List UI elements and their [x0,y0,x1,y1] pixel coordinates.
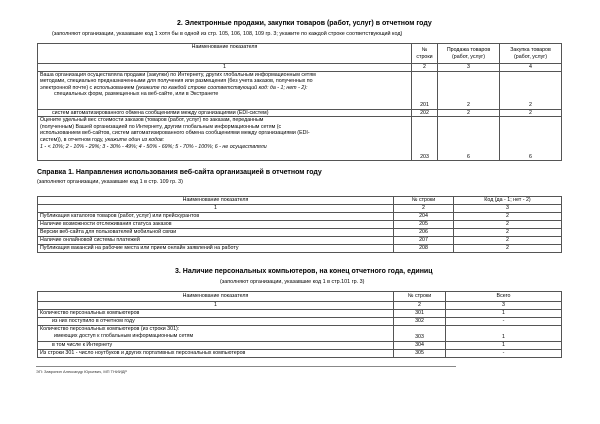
section-2-subtitle: (заполняют организации, указавшие код 1 хотя бы в одной из стр. 105, 106, 108, 109 гр. 3; укажите по каждой строке соответствующий код) [52,31,403,37]
s3-row-label: в том числе к Интернету [38,342,394,350]
s2-row-202-num: 202 [412,109,438,117]
s3-row-label: из них поступило в отчетном году [38,318,394,326]
s2-row-202-sales: 2 [438,109,500,117]
s2-row-203-sales: 6 [438,117,500,161]
table-row [38,212,562,220]
s3-row-303-num: 303 [394,326,446,342]
ref1-row-label: Версии веб-сайта для пользователей мобильной связи [38,228,394,236]
reference-1-title: Справка 1. Направления использования веб-сайта организацией в отчетном году [37,169,322,176]
s3-row-num: 304 [394,342,446,350]
section-3-subtitle: (заполняют организации, указавшие код 1 в стр.101 гр. 3) [220,279,365,285]
ref1-row-num: 204 [394,212,454,220]
s2-row-203-purchases: 6 [500,117,562,161]
table-row [38,220,562,228]
s2-row-201-label: специальных форм, размещенных на веб-сайте, или в Экстранете [54,91,219,98]
ref1-row-num: 208 [394,244,454,252]
reference-1-subtitle: (заполняют организации, указавшие код 1 в стр. 109 гр. 3) [37,179,183,185]
s3-colnum-1: 1 [38,302,394,310]
s2-header-purchases: Закупка товаров (работ, услуг) [500,44,562,64]
table-row [38,342,562,350]
s2-row-intro-label: Ваша организация осуществляла продажи (закупки) по Интернету, других глобальным информационным сетям методами, специально предназначенными для получения или размещения (без учета заказов, полученных по электронной почте) с использованием (укажите по каждой строке соответствующий код: да - 1; нет - 2): специальных форм, размещенных на веб-сайте, или в Экстранете [38,71,412,109]
ref1-row-label: Публикация каталогов товаров (работ, услуг) или прейскурантов [38,212,394,220]
table-row [38,236,562,244]
s3-row-303-label: имеющих доступ к глобальным информационным сетям [54,332,194,339]
s3-row-num: 301 [394,310,446,318]
ref1-row-label: Наличие возможности отслеживания статуса заказов [38,220,394,228]
footer-divider [36,366,456,367]
ref1-row-value: 2 [454,220,562,228]
table-row [38,244,562,252]
ref1-row-value: 2 [454,212,562,220]
ref1-row-num: 206 [394,228,454,236]
s3-row-group-label: Количество персональных компьютеров (из строки 301): имеющих доступ к глобальным информационным сетям [38,326,394,342]
table-row [38,117,562,161]
s2-colnum-4: 4 [500,64,562,72]
table-row [38,71,562,109]
footer-signature: ЭП: Завронин Александр Юрьевич, МП ТНИИДР [36,369,128,374]
s2-row-201-num: 201 [412,71,438,109]
s2-row-202-label: систем автоматизированного обмена сообщениями между организациями (EDI-систем) [38,109,412,117]
table-row [38,228,562,236]
s2-header-name: Наименование показателя [38,44,412,64]
s3-header-rownum: № строки [394,292,446,302]
s3-row-value: 1 [446,310,562,318]
ref1-row-label: Публикация вакансий на рабочие места или прием онлайн заявлений на работу [38,244,394,252]
s3-row-label: Из строки 301 - число ноутбуков и других портативных персональных компьютеров [38,350,394,358]
table-row [38,310,562,318]
ref1-row-value: 2 [454,244,562,252]
s3-row-303-value: 1 [446,326,562,342]
s3-header-name: Наименование показателя [38,292,394,302]
s3-row-value: - [446,318,562,326]
s3-header-total: Всего [446,292,562,302]
s2-header-rownum: № строки [412,44,438,64]
s2-colnum-1: 1 [38,64,412,72]
s2-row-202-purchases: 2 [500,109,562,117]
ref1-row-value: 2 [454,236,562,244]
s3-colnum-2: 2 [394,302,446,310]
s3-row-value: 1 [446,342,562,350]
section-2-title: 2. Электронные продажи, закупки товаров (работ, услуг) в отчетном году [177,20,432,27]
ref1-row-num: 207 [394,236,454,244]
s2-row-203-num: 203 [412,117,438,161]
s3-colnum-3: 3 [446,302,562,310]
s3-row-num: 302 [394,318,446,326]
ref1-row-value: 2 [454,228,562,236]
section-3-title: 3. Наличие персональных компьютеров, на конец отчетного года, единиц [175,268,433,275]
s2-row-201-sales: 2 [438,71,500,109]
s2-colnum-2: 2 [412,64,438,72]
ref1-header-rownum: № строки [394,197,454,205]
table-row [38,318,562,326]
s3-row-label: Количество персональных компьютеров [38,310,394,318]
ref1-colnum-1: 1 [38,205,394,213]
section-2-table [37,43,562,161]
reference-1-table [37,196,562,253]
s3-row-value: - [446,350,562,358]
ref1-header-name: Наименование показателя [38,197,394,205]
s2-row-203-label: Оцените удельный вес стоимости заказов (товаров (работ, услуг) по заказам, переданным (полученным) Вашей организацией по Интернету, другим глобальным информационным сетям (с использованием веб-сайтов, систем автоматизированного обмена сообщениями между организациями (EDI- систем)), в отчетном году, укажите один из кодов: 1 - < 10%; 2 - 10% - 29%; 3 - 30% - 49%; 4 - 50% - 69%; 5 - 70% - 100%; 6 - не осуществляли [38,117,412,161]
table-row [38,109,562,117]
s2-header-sales: Продажа товаров (работ, услуг) [438,44,500,64]
ref1-colnum-3: 3 [454,205,562,213]
ref1-row-num: 205 [394,220,454,228]
ref1-colnum-2: 2 [394,205,454,213]
ref1-row-label: Наличие онлайновой системы платежей [38,236,394,244]
s2-colnum-3: 3 [438,64,500,72]
table-row [38,326,562,342]
ref1-header-code: Код (да - 1; нет - 2) [454,197,562,205]
table-row [38,350,562,358]
s2-row-201-purchases: 2 [500,71,562,109]
s3-row-num: 305 [394,350,446,358]
section-3-table [37,291,562,358]
